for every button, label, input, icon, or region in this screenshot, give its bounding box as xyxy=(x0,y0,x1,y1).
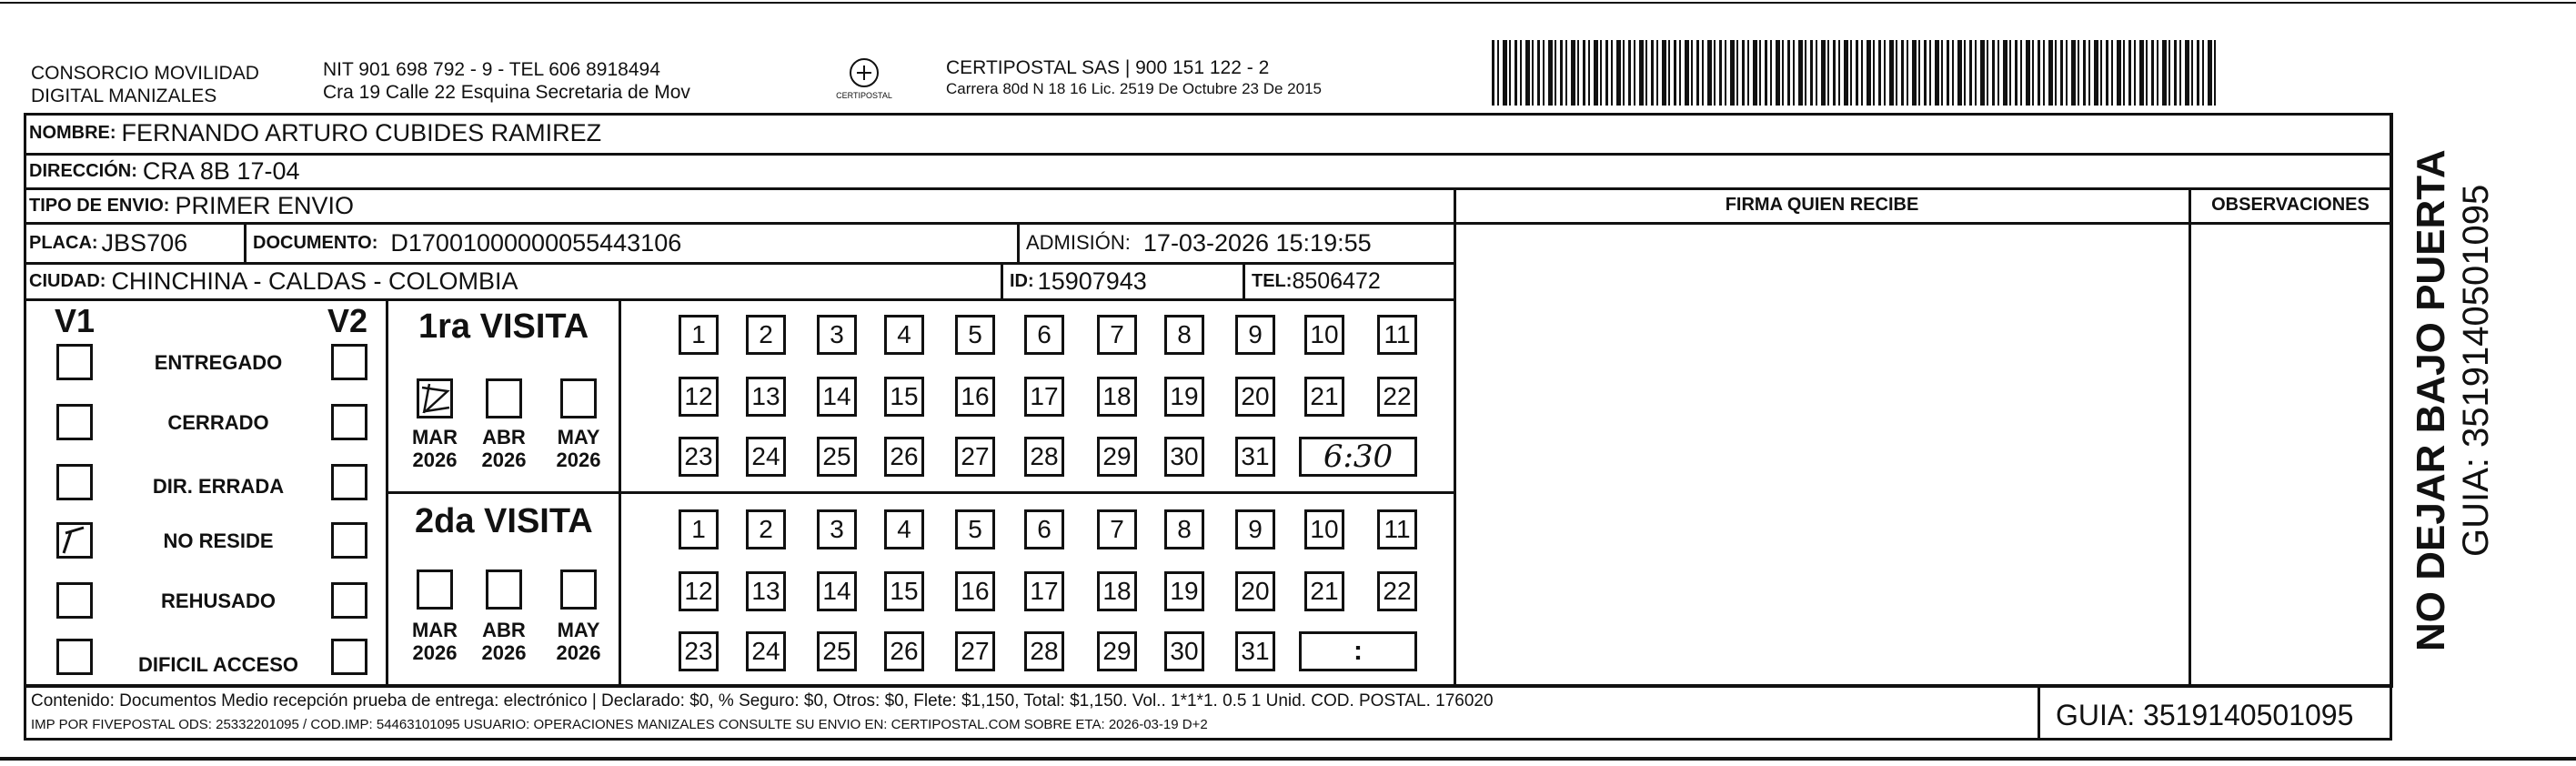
second-visit-day-5[interactable]: 5 xyxy=(955,509,995,549)
first-visit-day-22[interactable]: 22 xyxy=(1377,377,1417,417)
id-value: 15907943 xyxy=(1037,267,1147,295)
certipostal-block xyxy=(946,56,1322,99)
first-visit-day-27[interactable]: 27 xyxy=(955,437,995,477)
v2-month-may-label xyxy=(551,619,606,664)
second-visit-day-16[interactable]: 16 xyxy=(955,571,995,611)
second-visit-day-12[interactable]: 12 xyxy=(679,571,719,611)
tel-value: 8506472 xyxy=(1292,267,1381,294)
ciudad-cell xyxy=(24,264,518,298)
barcode xyxy=(1492,40,2219,106)
year: 2026 xyxy=(556,641,601,664)
year: 2026 xyxy=(412,641,458,664)
v2-month-mar-box[interactable] xyxy=(417,569,453,610)
first-visit-day-1[interactable]: 1 xyxy=(679,315,719,355)
first-visit-day-28[interactable]: 28 xyxy=(1024,437,1064,477)
v2-month-abr-label xyxy=(477,619,531,664)
ciudad-value: CHINCHINA - CALDAS - COLOMBIA xyxy=(111,267,518,295)
footer-guia: GUIA: 3519140501095 xyxy=(2056,699,2354,731)
first-visit-day-4[interactable]: 4 xyxy=(884,315,924,355)
tipo-envio-row xyxy=(24,189,354,222)
second-visit-day-18[interactable]: 18 xyxy=(1097,571,1137,611)
second-visit-day-20[interactable]: 20 xyxy=(1235,571,1275,611)
second-visit-day-30[interactable]: 30 xyxy=(1164,631,1204,671)
first-visit-day-8[interactable]: 8 xyxy=(1164,315,1204,355)
first-visit-title: 1ra VISITA xyxy=(418,307,589,346)
v1-month-mar-label xyxy=(408,426,462,471)
second-visit-day-11[interactable]: 11 xyxy=(1377,509,1417,549)
month-abr: ABR xyxy=(482,426,526,449)
v1-entregado-checkbox[interactable] xyxy=(56,344,93,380)
observaciones-header: OBSERVACIONES xyxy=(2211,195,2370,215)
year: 2026 xyxy=(481,449,527,471)
firma-header: FIRMA QUIEN RECIBE xyxy=(1725,195,1919,215)
bottom-edge xyxy=(0,757,2576,761)
first-visit-day-3[interactable]: 3 xyxy=(817,315,857,355)
direccion-value: CRA 8B 17-04 xyxy=(142,156,300,185)
second-visit-day-22[interactable]: 22 xyxy=(1377,571,1417,611)
v2-header: V2 xyxy=(327,302,368,339)
month-may: MAY xyxy=(557,426,600,449)
company-name-line1: CONSORCIO MOVILIDAD xyxy=(31,63,259,84)
first-visit-day-2[interactable]: 2 xyxy=(746,315,786,355)
first-visit-day-12[interactable]: 12 xyxy=(679,377,719,417)
first-visit-day-18[interactable]: 18 xyxy=(1097,377,1137,417)
month-abr: ABR xyxy=(482,619,526,641)
second-visit-day-15[interactable]: 15 xyxy=(884,571,924,611)
placa-cell xyxy=(24,224,187,262)
year: 2026 xyxy=(556,449,601,471)
company-name-line2: DIGITAL MANIZALES xyxy=(31,86,217,106)
first-visit-day-16[interactable]: 16 xyxy=(955,377,995,417)
first-visit-day-23[interactable]: 23 xyxy=(679,437,719,477)
v2-rehusado-checkbox[interactable] xyxy=(331,582,367,619)
tel-cell xyxy=(1246,264,1381,298)
tipo-envio-value: PRIMER ENVIO xyxy=(175,191,354,219)
first-visit-day-19[interactable]: 19 xyxy=(1164,377,1204,417)
first-visit-day-21[interactable]: 21 xyxy=(1304,377,1344,417)
side-guia: GUIA: 3519140501095 xyxy=(2456,184,2496,557)
nombre-row xyxy=(24,113,601,153)
handwritten-mark-icon xyxy=(417,378,453,418)
top-edge xyxy=(0,2,2576,4)
first-visit-day-24[interactable]: 24 xyxy=(746,437,786,477)
admision-cell xyxy=(1021,224,1372,262)
second-visit-day-31[interactable]: 31 xyxy=(1235,631,1275,671)
first-visit-day-9[interactable]: 9 xyxy=(1235,315,1275,355)
first-visit-day-25[interactable]: 25 xyxy=(817,437,857,477)
second-visit-day-21[interactable]: 21 xyxy=(1304,571,1344,611)
first-visit-time-box[interactable]: 6:30 xyxy=(1299,437,1417,477)
second-visit-day-7[interactable]: 7 xyxy=(1097,509,1137,549)
footer-contenido: Contenido: Documentos Medio recepción prueba de entrega: electrónico | Declarado: $0, % Seguro: $0, Otros: $0, Flete: $1,150, Total: $1,150. Vol.. 1*1*1. 0.5 1 Unid. COD. POSTAL. 176020 xyxy=(31,691,1494,711)
first-visit-day-20[interactable]: 20 xyxy=(1235,377,1275,417)
first-visit-day-17[interactable]: 17 xyxy=(1024,377,1064,417)
v1-no-reside-checkbox[interactable] xyxy=(56,522,93,559)
admision-label: ADMISIÓN: xyxy=(1026,231,1131,254)
first-visit-day-15[interactable]: 15 xyxy=(884,377,924,417)
status-entregado-label: ENTREGADO xyxy=(154,351,283,374)
v1-header: V1 xyxy=(55,302,96,339)
second-visit-day-28[interactable]: 28 xyxy=(1024,631,1064,671)
second-visit-day-29[interactable]: 29 xyxy=(1097,631,1137,671)
v1-month-abr-box[interactable] xyxy=(486,378,522,418)
second-visit-day-23[interactable]: 23 xyxy=(679,631,719,671)
second-visit-time-box[interactable]: : xyxy=(1299,631,1417,671)
v2-dificil-acceso-checkbox[interactable] xyxy=(331,639,367,675)
documento-cell xyxy=(247,224,681,262)
v1-dificil-acceso-checkbox[interactable] xyxy=(56,639,93,675)
second-visit-day-27[interactable]: 27 xyxy=(955,631,995,671)
direccion-label: DIRECCIÓN: xyxy=(29,160,137,181)
placa-label: PLACA: xyxy=(29,232,98,253)
company-address: Cra 19 Calle 22 Esquina Secretaria de Mov xyxy=(323,82,690,103)
second-visit-day-1[interactable]: 1 xyxy=(679,509,719,549)
second-visit-day-8[interactable]: 8 xyxy=(1164,509,1204,549)
documento-value: D17001000000055443106 xyxy=(390,228,682,257)
first-visit-day-14[interactable]: 14 xyxy=(817,377,857,417)
v2-cerrado-checkbox[interactable] xyxy=(331,404,367,440)
second-visit-day-10[interactable]: 10 xyxy=(1304,509,1344,549)
company-nit: NIT 901 698 792 - 9 - TEL 606 8918494 xyxy=(323,59,660,80)
first-visit-day-10[interactable]: 10 xyxy=(1304,315,1344,355)
certipostal-address: Carrera 80d N 18 16 Lic. 2519 De Octubre 23 De 2015 xyxy=(946,80,1322,97)
first-visit-day-30[interactable]: 30 xyxy=(1164,437,1204,477)
second-visit-day-2[interactable]: 2 xyxy=(746,509,786,549)
admision-value: 17-03-2026 15:19:55 xyxy=(1142,228,1372,257)
status-dir-errada-label: DIR. ERRADA xyxy=(152,475,285,498)
v2-month-may-box[interactable] xyxy=(560,569,597,610)
check-mark-icon xyxy=(56,522,93,559)
month-may: MAY xyxy=(557,619,600,641)
second-visit-day-25[interactable]: 25 xyxy=(817,631,857,671)
second-visit-title: 2da VISITA xyxy=(415,502,593,540)
v1-month-may-box[interactable] xyxy=(560,378,597,418)
second-visit-day-3[interactable]: 3 xyxy=(817,509,857,549)
ciudad-label: CIUDAD: xyxy=(29,270,106,291)
first-visit-day-26[interactable]: 26 xyxy=(884,437,924,477)
second-visit-day-13[interactable]: 13 xyxy=(746,571,786,611)
first-visit-day-29[interactable]: 29 xyxy=(1097,437,1137,477)
second-visit-day-6[interactable]: 6 xyxy=(1024,509,1064,549)
year: 2026 xyxy=(412,449,458,471)
v2-month-abr-box[interactable] xyxy=(486,569,522,610)
tel-label: TEL: xyxy=(1252,270,1293,291)
placa-value: JBS706 xyxy=(101,228,188,257)
second-visit-day-9[interactable]: 9 xyxy=(1235,509,1275,549)
certipostal-logo xyxy=(835,55,893,106)
month-mar: MAR xyxy=(411,426,458,449)
id-label: ID: xyxy=(1010,270,1034,291)
status-rehusado-label: REHUSADO xyxy=(161,590,276,612)
no-dejar-bajo-puerta: NO DEJAR BAJO PUERTA xyxy=(2409,149,2453,651)
direccion-row xyxy=(24,155,300,187)
v1-month-mar-box[interactable] xyxy=(417,378,453,418)
first-visit-day-6[interactable]: 6 xyxy=(1024,315,1064,355)
second-visit-day-14[interactable]: 14 xyxy=(817,571,857,611)
nombre-value: FERNANDO ARTURO CUBIDES RAMIREZ xyxy=(121,118,602,146)
first-visit-day-11[interactable]: 11 xyxy=(1377,315,1417,355)
year: 2026 xyxy=(481,641,527,664)
id-cell xyxy=(1004,264,1147,298)
v2-no-reside-checkbox[interactable] xyxy=(331,522,367,559)
v2-entregado-checkbox[interactable] xyxy=(331,344,367,380)
status-dificil-acceso-label: DIFICIL ACCESO xyxy=(137,653,298,676)
first-visit-day-7[interactable]: 7 xyxy=(1097,315,1137,355)
v2-month-mar-label xyxy=(408,619,462,664)
tipo-envio-label: TIPO DE ENVIO: xyxy=(29,195,170,216)
second-visit-day-17[interactable]: 17 xyxy=(1024,571,1064,611)
second-visit-day-19[interactable]: 19 xyxy=(1164,571,1204,611)
certipostal-logo-text: CERTIPOSTAL xyxy=(836,91,892,100)
certipostal-name: CERTIPOSTAL SAS | 900 151 122 - 2 xyxy=(946,57,1270,78)
company-nit-block xyxy=(323,58,690,104)
v1-dir-errada-checkbox[interactable] xyxy=(56,464,93,500)
company-name xyxy=(31,62,259,107)
second-visit-day-24[interactable]: 24 xyxy=(746,631,786,671)
first-visit-day-5[interactable]: 5 xyxy=(955,315,995,355)
first-visit-day-13[interactable]: 13 xyxy=(746,377,786,417)
v2-dir-errada-checkbox[interactable] xyxy=(331,464,367,500)
nombre-label: NOMBRE: xyxy=(29,122,116,143)
v1-month-may-label xyxy=(551,426,606,471)
v1-month-abr-label xyxy=(477,426,531,471)
status-cerrado-label: CERRADO xyxy=(167,411,269,434)
v1-cerrado-checkbox[interactable] xyxy=(56,404,93,440)
second-visit-day-4[interactable]: 4 xyxy=(884,509,924,549)
documento-label: DOCUMENTO: xyxy=(253,232,378,253)
v1-rehusado-checkbox[interactable] xyxy=(56,582,93,619)
second-visit-day-26[interactable]: 26 xyxy=(884,631,924,671)
month-mar: MAR xyxy=(411,619,458,641)
status-no-reside-label: NO RESIDE xyxy=(163,529,274,552)
first-visit-day-31[interactable]: 31 xyxy=(1235,437,1275,477)
footer-imp: IMP POR FIVEPOSTAL ODS: 25332201095 / COD.IMP: 54463101095 USUARIO: OPERACIONES MANIZALES CONSULTE SU ENVIO EN: CERTIPOSTAL.COM SOBRE ETA: 2026-03-19 D+2 xyxy=(31,717,1208,732)
